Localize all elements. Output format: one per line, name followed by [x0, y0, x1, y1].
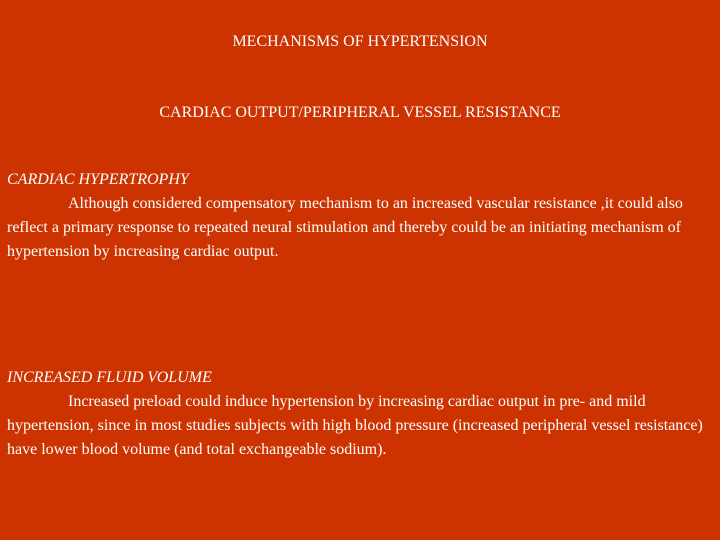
section-body: Increased preload could induce hypertension by increasing cardiac output in pre- and mild hypertension, since in most studies subjects with high blood pressure (increased peripheral vessel resistance) have lower blood volume (and total exchangeable sodium). [7, 393, 703, 458]
section-heading: CARDIAC HYPERTROPHY [7, 171, 189, 188]
section-cardiac-hypertrophy [7, 168, 713, 264]
section-body: Although considered compensatory mechanism to an increased vascular resistance ,it could also reflect a primary response to repeated neural stimulation and thereby could be an initiating mechanism of hypertension by increasing cardiac output. [7, 195, 683, 260]
section-increased-fluid-volume [7, 366, 713, 462]
slide-subtitle: CARDIAC OUTPUT/PERIPHERAL VESSEL RESISTANCE [159, 104, 561, 121]
slide-title: MECHANISMS OF HYPERTENSION [232, 33, 488, 50]
section-heading: INCREASED FLUID VOLUME [7, 369, 212, 386]
